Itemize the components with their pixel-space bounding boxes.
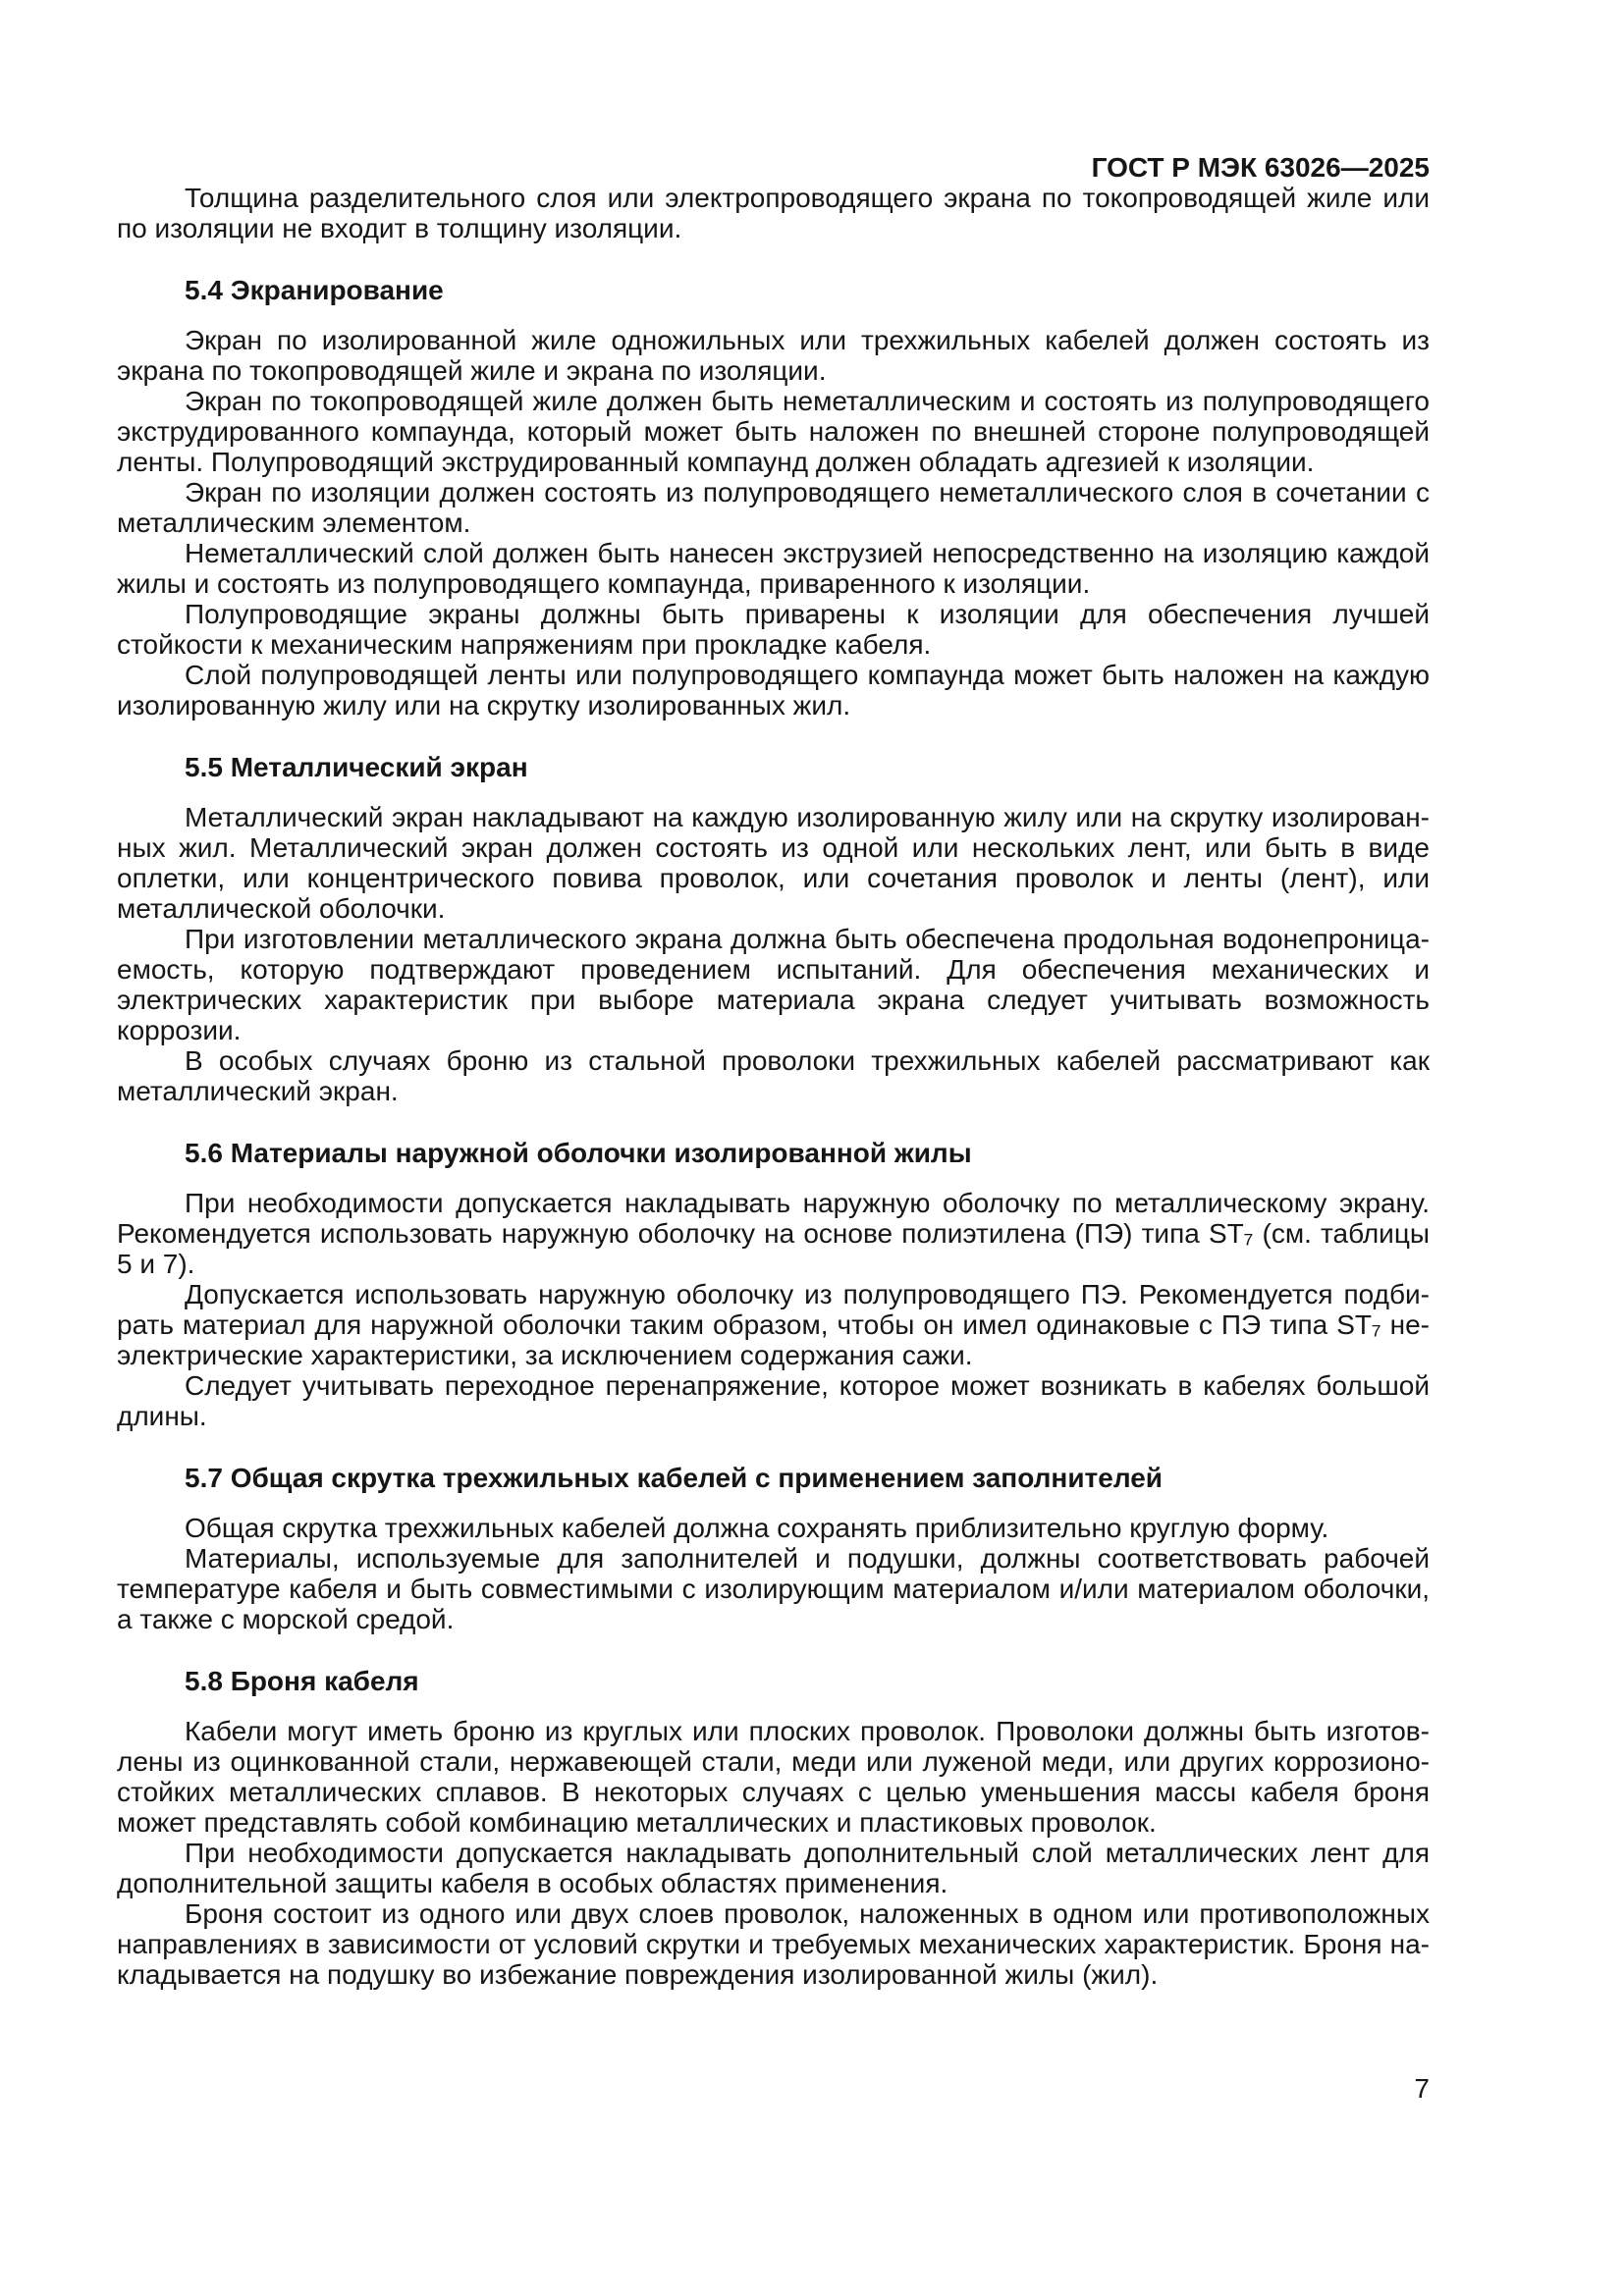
standard-designation-header: ГОСТ Р МЭК 63026—2025: [1091, 152, 1430, 183]
paragraph: Допускается использовать наружную оболочку из полупроводящего ПЭ. Рекомендуется подбирать материал для наружной оболочки таким образом, чтобы он имел одинаковые с ПЭ типа ST₇ неэлектрические характеристики, за исключением содержания сажи.: [117, 1279, 1430, 1370]
paragraph: Экран по токопроводящей жиле должен быть неметаллическим и состоять из полупроводящего экструдированного компаунда, который может быть наложен по внешней стороне полупроводящей ленты. Полупроводящий экструдированный компаунд должен обладать адгезией к изоляции.: [117, 386, 1430, 477]
paragraph: Слой полупроводящей ленты или полупроводящего компаунда может быть наложен на каждую изолированную жилу или на скрутку изолированных жил.: [117, 660, 1430, 721]
section-5-4: [117, 275, 1430, 721]
section-heading-5-8: 5.8 Броня кабеля: [185, 1666, 419, 1696]
paragraph: Броня состоит из одного или двух слоев проволок, наложенных в одном или противоположных направлениях в зависимости от условий скрутки и требуемых механических характеристик. Броня накладывается на подушку во избежание повреждения изолированной жилы (жил).: [117, 1898, 1430, 1990]
section-heading-5-5: 5.5 Металлический экран: [185, 752, 528, 782]
section-5-8: [117, 1666, 1430, 1990]
paragraph: Экран по изолированной жиле одножильных или трехжильных кабелей должен состоять из экрана по токопроводящей жиле и экрана по изоляции.: [117, 325, 1430, 386]
paragraph: Общая скрутка трехжильных кабелей должна сохранять приблизительно круглую форму.: [185, 1513, 1329, 1543]
section-5-6: [117, 1138, 1430, 1431]
paragraph: Экран по изоляции должен состоять из полупроводящего неметаллического слоя в сочетании с металлическим элементом.: [117, 477, 1430, 538]
paragraph: В особых случаях броню из стальной проволоки трехжильных кабелей рассматривают как металлический экран.: [117, 1045, 1430, 1106]
intro-paragraph: Толщина разделительного слоя или электропроводящего экрана по токопроводящей жиле или по изоляции не входит в толщину изоляции.: [117, 183, 1430, 243]
paragraph: Полупроводящие экраны должны быть приварены к изоляции для обеспечения лучшей стойкости к механическим напряжениям при прокладке кабеля.: [117, 599, 1430, 660]
section-heading-5-4: 5.4 Экранирование: [185, 275, 444, 305]
paragraph: Кабели могут иметь броню из круглых или плоских проволок. Проволоки должны быть изготовлены из оцинкованной стали, нержавеющей стали, меди или луженой меди, или других коррозионостойких металлических сплавов. В некоторых случаях с целью уменьшения массы кабеля броня может представлять собой комбинацию металлических и пластиковых проволок.: [117, 1716, 1430, 1838]
page-number: 7: [1414, 2073, 1430, 2104]
section-heading-5-6: 5.6 Материалы наружной оболочки изолированной жилы: [185, 1138, 972, 1168]
section-5-5: [117, 752, 1430, 1106]
section-5-7: [117, 1463, 1430, 1634]
paragraph: Материалы, используемые для заполнителей и подушки, должны соответствовать рабочей температуре кабеля и быть совместимыми с изолирующим материалом и/или материалом оболочки, а также с морской средой.: [117, 1543, 1430, 1634]
paragraph: Металлический экран накладывают на каждую изолированную жилу или на скрутку изолированных жил. Металлический экран должен состоять из одной или нескольких лент, или быть в виде оплетки, или концентрического повива проволок, или сочетания проволок и ленты (лент), или металлической оболочки.: [117, 802, 1430, 924]
section-heading-5-7: 5.7 Общая скрутка трехжильных кабелей с применением заполнителей: [185, 1463, 1164, 1493]
paragraph: При изготовлении металлического экрана должна быть обеспечена продольная водонепроницаемость, которую подтверждают проведением испытаний. Для обеспечения механических и электрических характеристик при выборе материала экрана следует учитывать возможность коррозии.: [117, 924, 1430, 1045]
paragraph: При необходимости допускается накладывать дополнительный слой металлических лент для дополнительной защиты кабеля в особых областях применения.: [117, 1838, 1430, 1898]
content-column: [117, 0, 1430, 1990]
paragraph: Следует учитывать переходное перенапряжение, которое может возникать в кабелях большой длины.: [117, 1370, 1430, 1431]
paragraph: Неметаллический слой должен быть нанесен экструзией непосредственно на изоляцию каждой жилы и состоять из полупроводящего компаунда, приваренного к изоляции.: [117, 538, 1430, 599]
paragraph: При необходимости допускается накладывать наружную оболочку по металлическому экрану. Рекомендуется использовать наружную оболочку на основе полиэтилена (ПЭ) типа ST₇ (см. таблицы 5 и 7).: [117, 1188, 1430, 1279]
